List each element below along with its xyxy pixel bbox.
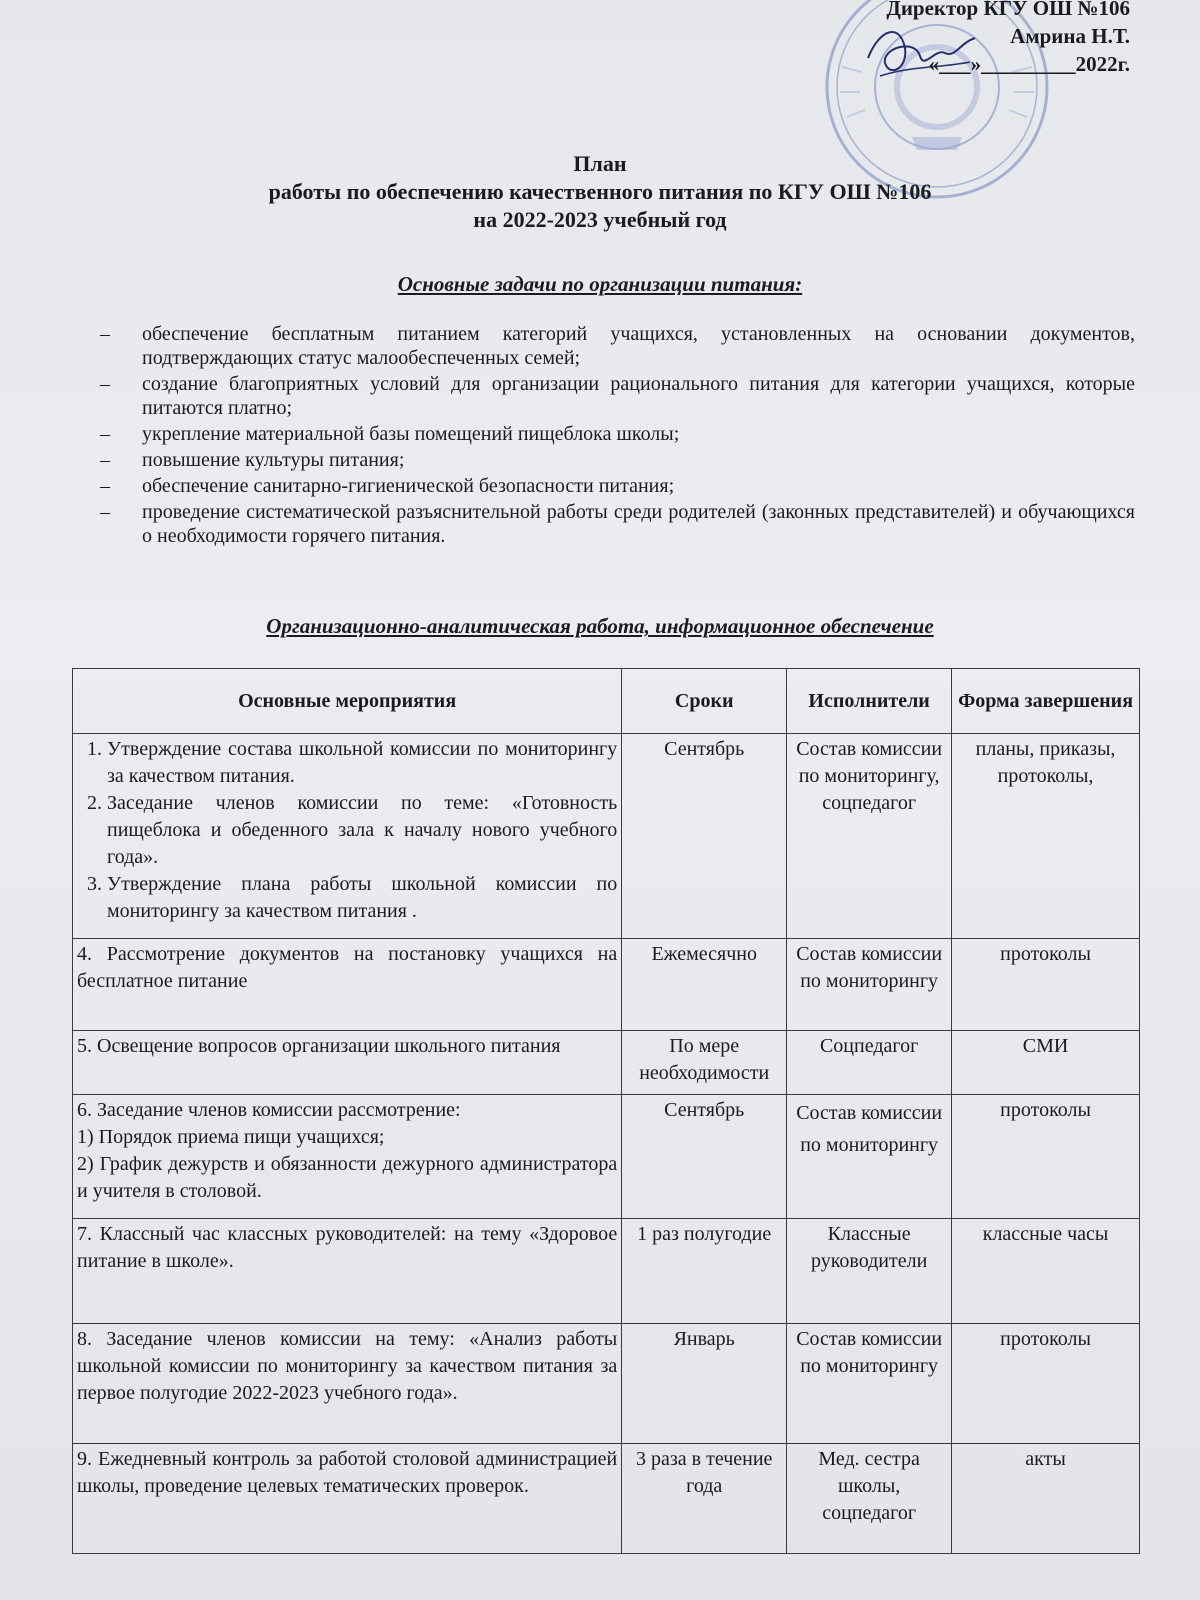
header-terms: Сроки (622, 669, 787, 734)
activity-cell: 5. Освещение вопросов организации школьного питания (73, 1031, 622, 1095)
executor-cell: Мед. сестра школы, соцпедагог (787, 1444, 952, 1554)
activity-cell (73, 734, 622, 939)
result-cell: протоколы (952, 1095, 1140, 1219)
activity-cell: 9. Ежедневный контроль за работой столовой администрацией школы, проведение целевых тематических проверок. (73, 1444, 622, 1554)
term-cell: Ежемесячно (622, 939, 787, 1031)
term-cell: По мере необходимости (622, 1031, 787, 1095)
activity-cell: 7. Классный час классных руководителей: на тему «Здоровое питание в школе». (73, 1219, 622, 1324)
table-row (73, 939, 1140, 1031)
task-item: – укрепление материальной базы помещений пищеблока школы; (100, 423, 680, 445)
term-cell: Январь (622, 1324, 787, 1444)
activity-item: 2. Заседание членов комиссии по теме: «Готовность пищеблока и обеденного зала к началу нового учебного года». (107, 790, 617, 871)
activity-item: 3. Утверждение плана работы школьной комиссии по мониторингу за качеством питания . (107, 871, 617, 925)
result-cell: классные часы (952, 1219, 1140, 1324)
activity-item: 1. Утверждение состава школьной комиссии по мониторингу за качеством питания. (107, 736, 617, 790)
activity-cell: 4. Рассмотрение документов на постановку учащихся на бесплатное питание (73, 939, 622, 1031)
term-cell: Сентябрь (622, 1095, 787, 1219)
task-item: – проведение систематической разъяснительной работы среди родителей (законных представителей) и обучающихся о необходимости горячего питания. (100, 501, 1135, 547)
result-cell: протоколы (952, 939, 1140, 1031)
executor-cell: Состав комиссии по мониторингу, соцпедагог (787, 734, 952, 939)
table-row (73, 1095, 1140, 1219)
task-item: – создание благоприятных условий для организации рационального питания для категории учащихся, которые питаются платно; (100, 373, 1135, 419)
table-row (73, 1444, 1140, 1554)
result-cell: акты (952, 1444, 1140, 1554)
header-executors: Исполнители (787, 669, 952, 734)
task-item: – повышение культуры питания; (100, 449, 405, 471)
executor-cell: Состав комиссии по мониторингу (787, 1095, 952, 1219)
result-cell: планы, приказы, протоколы, (952, 734, 1140, 939)
result-cell: СМИ (952, 1031, 1140, 1095)
title-line-1: План (573, 151, 627, 176)
table-row (73, 734, 1140, 939)
executor-cell: Соцпедагог (787, 1031, 952, 1095)
approval-name: Амрина Н.Т. (1010, 24, 1130, 48)
activity-line: 2) График дежурств и обязанности дежурного администратора и учителя в столовой. (77, 1153, 618, 1202)
approval-date: «___»_________2022г. (928, 52, 1130, 76)
result-cell: протоколы (952, 1324, 1140, 1444)
term-cell: Сентябрь (622, 734, 787, 939)
term-cell: 1 раз полугодие (622, 1219, 787, 1324)
table-row (73, 1219, 1140, 1324)
header-activities: Основные мероприятия (73, 669, 622, 734)
header-result-form: Форма завершения (952, 669, 1140, 734)
activity-cell (73, 1095, 622, 1219)
executor-cell: Состав комиссии по мониторингу (787, 1324, 952, 1444)
document-title (0, 150, 1200, 234)
activity-line: 1) Порядок приема пищи учащихся; (77, 1126, 385, 1148)
activity-cell: 8. Заседание членов комиссии на тему: «Анализ работы школьной комиссии по мониторингу за качеством питания за первое полугодие 2022-2023 учебного года». (73, 1324, 622, 1444)
section-heading: Организационно-аналитическая работа, информационное обеспечение (266, 614, 934, 638)
title-line-2: работы по обеспечению качественного питания по КГУ ОШ №106 (268, 179, 932, 204)
table-header-row (73, 669, 1140, 734)
task-item: – обеспечение бесплатным питанием категорий учащихся, установленных на основании документов, подтверждающих статус малообеспеченных семей; (100, 323, 1135, 369)
table-row (73, 1031, 1140, 1095)
executor-cell: Состав комиссии по мониторингу (787, 939, 952, 1031)
plan-table (72, 668, 1140, 1554)
tasks-list (100, 322, 1135, 550)
table-row (73, 1324, 1140, 1444)
term-cell: 3 раза в течение года (622, 1444, 787, 1554)
tasks-heading: Основные задачи по организации питания: (397, 272, 803, 296)
task-item: – обеспечение санитарно-гигиенической безопасности питания; (100, 475, 675, 497)
title-line-3: на 2022-2023 учебный год (473, 207, 727, 232)
executor-cell: Классные руководители (787, 1219, 952, 1324)
activity-line: 6. Заседание членов комиссии рассмотрение: (77, 1099, 461, 1121)
approval-position: Директор КГУ ОШ №106 (886, 0, 1130, 20)
approval-block (886, 0, 1130, 78)
